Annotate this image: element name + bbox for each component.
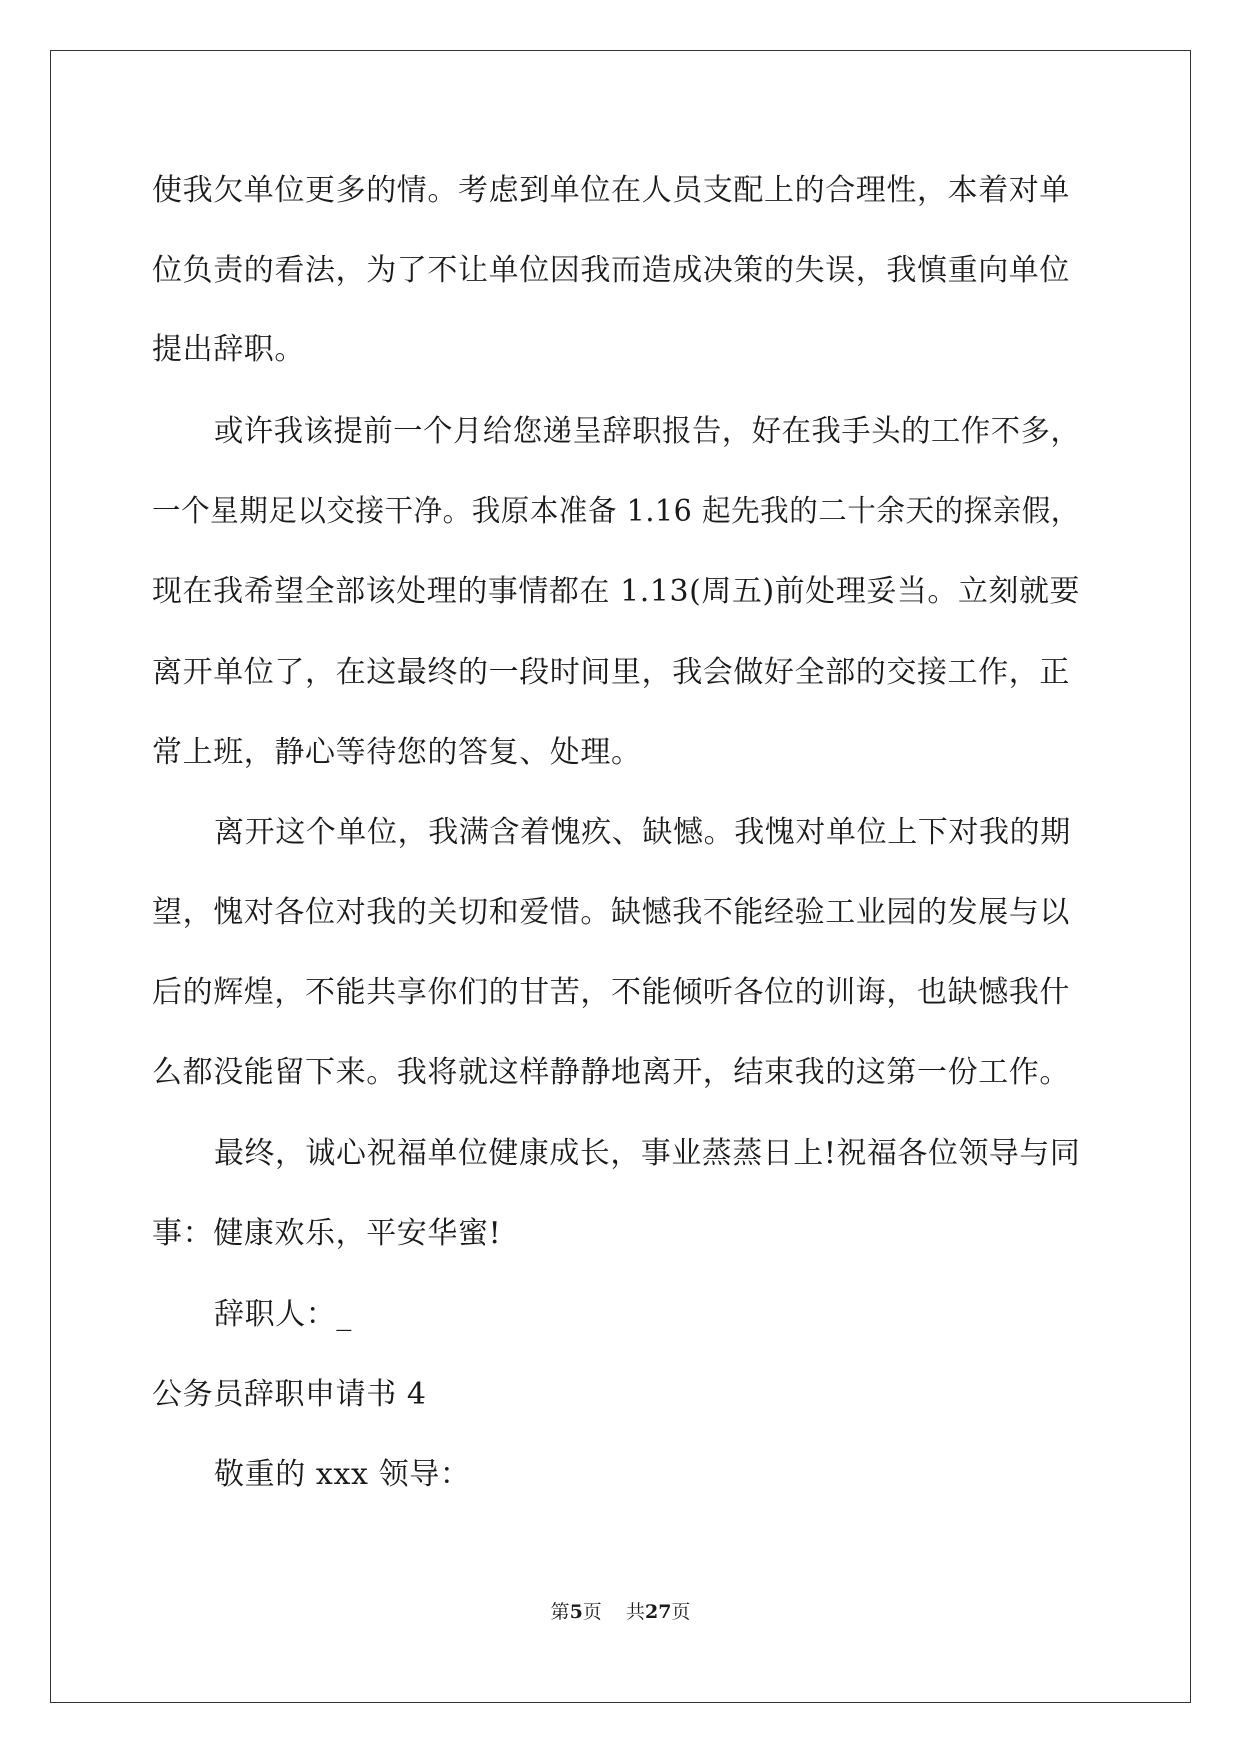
footer-suffix: 页: [671, 1601, 691, 1623]
paragraph-line: 最终，诚心祝福单位健康成长，事业蒸蒸日上!祝福各位领导与同: [214, 1136, 1081, 1171]
signature-line: 辞职人：_: [214, 1297, 352, 1332]
paragraph-line: 或许我该提前一个月给您递呈辞职报告，好在我手头的工作不多，: [214, 414, 1081, 449]
paragraph-line: 望，愧对各位对我的关切和爱惜。缺憾我不能经验工业园的发展与以: [152, 895, 1070, 930]
paragraph-line: 一个星期足以交接干净。我原本准备 1.16 起先我的二十余天的探亲假，: [152, 494, 1080, 529]
salutation-line: 敬重的 xxx 领导：: [214, 1457, 471, 1492]
paragraph-line: 现在我希望全部该处理的事情都在 1.13(周五)前处理妥当。立刻就要: [152, 574, 1081, 609]
paragraph-line: 位负责的看法，为了不让单位因我而造成决策的失误，我慎重向单位: [152, 253, 1070, 288]
footer-middle: 页 共: [582, 1601, 645, 1623]
paragraph-line: 离开这个单位，我满含着愧疚、缺憾。我愧对单位上下对我的期: [214, 815, 1071, 850]
paragraph-line: 后的辉煌，不能共享你们的甘苦，不能倾听各位的训诲，也缺憾我什: [152, 975, 1070, 1010]
page-footer: [0, 1600, 1241, 1624]
paragraph-line: 使我欠单位更多的情。考虑到单位在人员支配上的合理性，本着对单: [152, 173, 1070, 208]
current-page-number: 5: [569, 1601, 583, 1623]
paragraph-line: 么都没能留下来。我将就这样静静地离开，结束我的这第一份工作。: [152, 1055, 1070, 1090]
total-page-count: 27: [644, 1601, 672, 1623]
paragraph-line: 离开单位了，在这最终的一段时间里，我会做好全部的交接工作，正: [152, 655, 1070, 690]
paragraph-line: 常上班，静心等待您的答复、处理。: [152, 735, 642, 770]
paragraph-line: 提出辞职。: [152, 332, 305, 367]
paragraph-line: 事：健康欢乐，平安华蜜!: [152, 1216, 502, 1251]
section-heading: 公务员辞职申请书 4: [152, 1377, 427, 1412]
footer-prefix: 第: [550, 1601, 570, 1623]
